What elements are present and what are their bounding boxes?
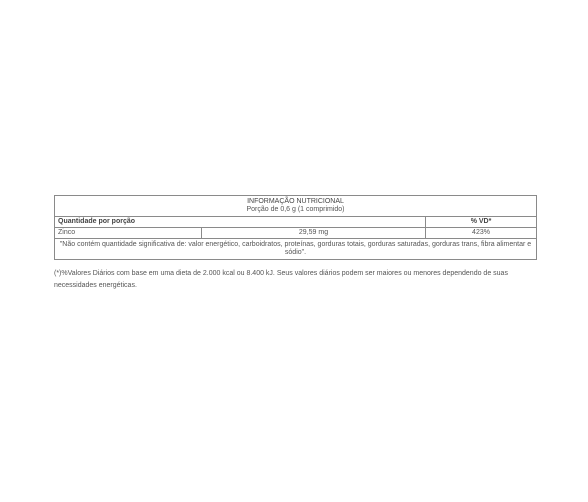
table-header-row bbox=[55, 196, 537, 217]
nutrient-vd: 423% bbox=[426, 228, 537, 239]
note-row bbox=[55, 239, 537, 260]
nutrient-name: Zinco bbox=[55, 228, 202, 239]
nutrition-facts-table bbox=[54, 195, 537, 260]
column-header-row bbox=[55, 217, 537, 228]
vd-column-header: % VD* bbox=[426, 217, 537, 228]
insignificant-nutrients-note: "Não contém quantidade significativa de: valor energético, carboidratos, proteínas, gorduras totais, gorduras saturadas, gorduras trans, fibra alimentar e sódio". bbox=[55, 239, 537, 260]
nutrient-amount: 29,59 mg bbox=[202, 228, 426, 239]
table-row bbox=[55, 228, 537, 239]
portion-size: Porção de 0,6 g (1 comprimido) bbox=[246, 206, 345, 213]
quantity-column-header: Quantidade por porção bbox=[55, 217, 426, 228]
daily-values-footnote: (*)%Valores Diários com base em uma dieta de 2.000 kcal ou 8.400 kJ. Seus valores diários podem ser maiores ou menores dependendo de suas necessidades energéticas. bbox=[54, 270, 508, 289]
table-header-cell bbox=[55, 196, 537, 217]
table-title: INFORMAÇÃO NUTRICIONAL bbox=[247, 198, 344, 205]
